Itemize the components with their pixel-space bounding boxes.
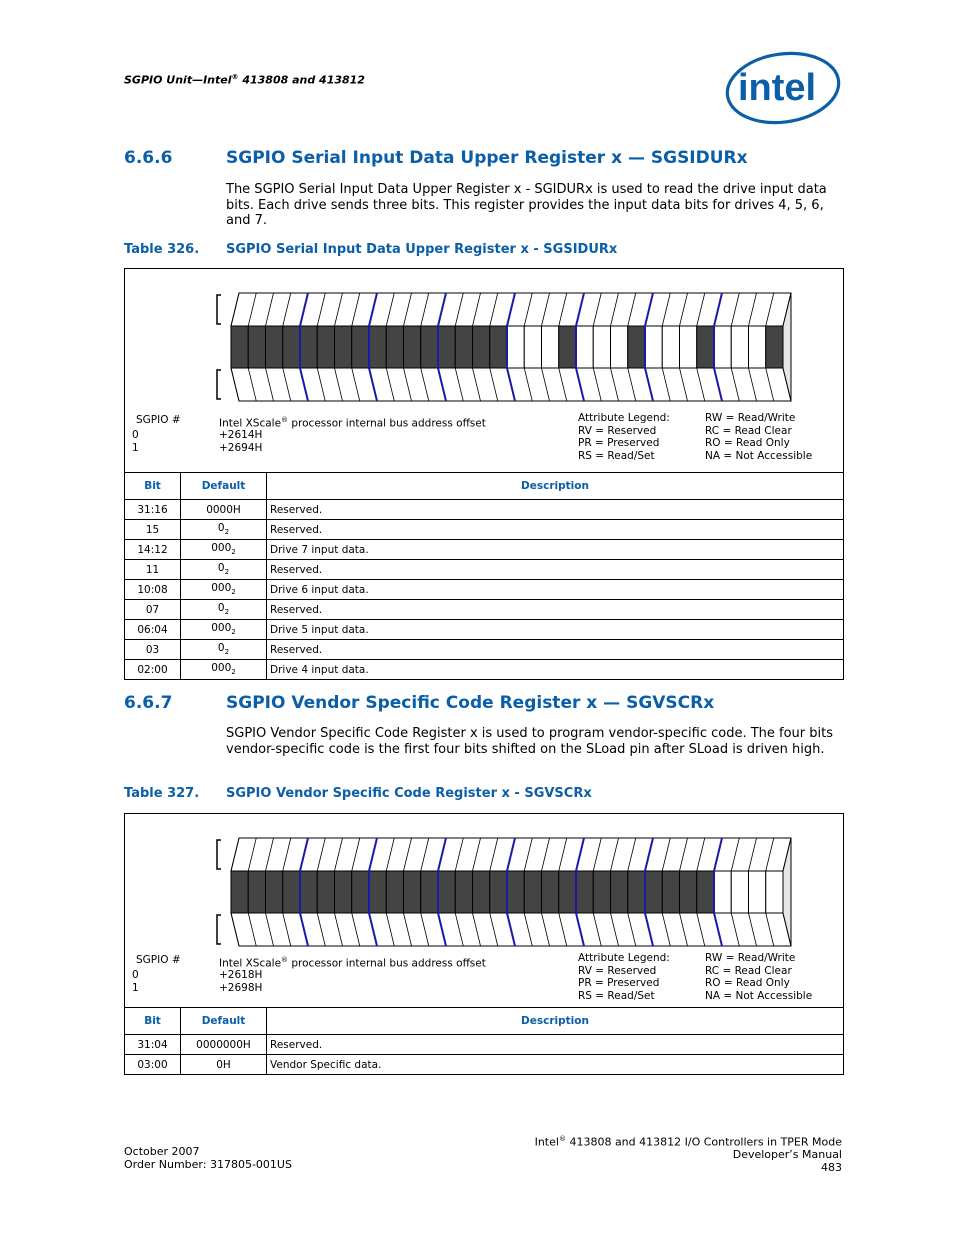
footer-date: October 2007 bbox=[124, 1145, 200, 1158]
field-description: Reserved. bbox=[267, 600, 844, 620]
bit-cell bbox=[697, 871, 714, 913]
default-value: $000_2$ bbox=[181, 540, 267, 560]
field-description: Drive 7 input data. bbox=[267, 540, 844, 560]
default-value: $000_2$ bbox=[181, 580, 267, 600]
table-header-row bbox=[125, 473, 844, 500]
bit-cell bbox=[680, 871, 697, 913]
table-row bbox=[125, 540, 844, 560]
attribute-legend-right: RW = Read/Write RC = Read Clear RO = Read Only NA = Not Accessible bbox=[705, 952, 813, 1002]
footer-order-number: Order Number: 317805-001US bbox=[124, 1157, 292, 1171]
bit-range: 03 bbox=[125, 640, 181, 660]
sgpio-index-1: 1 bbox=[132, 442, 139, 454]
bit-cell bbox=[645, 326, 662, 368]
default-value: $000_2$ bbox=[181, 660, 267, 680]
field-description: Reserved. bbox=[267, 520, 844, 540]
bit-range: 07 bbox=[125, 600, 181, 620]
attribute-legend-right: RW = Read/Write RC = Read Clear RO = Read Only NA = Not Accessible bbox=[705, 412, 813, 462]
bit-cell bbox=[317, 326, 334, 368]
section-heading-667: 6.6.7 SGPIO Vendor Specific Code Register x — SGVSCRx bbox=[124, 693, 715, 713]
bit-cell bbox=[455, 871, 472, 913]
offset-1: +2694H bbox=[219, 442, 263, 454]
footer-right bbox=[535, 1133, 842, 1174]
table-326-caption: Table 326. SGPIO Serial Input Data Upper Register x - SGSIDURx bbox=[124, 242, 618, 257]
default-value: $000_2$ bbox=[181, 620, 267, 640]
default-value: $0_2$ bbox=[181, 600, 267, 620]
footer-product: Intel® 413808 and 413812 I/O Controllers in TPER Mode bbox=[534, 1135, 842, 1149]
bus-offset-label: Intel XScale® processor internal bus address offset bbox=[219, 416, 486, 430]
field-description: Drive 5 input data. bbox=[267, 620, 844, 640]
bit-cell bbox=[421, 326, 438, 368]
bit-cell bbox=[611, 871, 628, 913]
col-description: Description bbox=[267, 1008, 844, 1035]
table-row bbox=[125, 500, 844, 520]
bit-cell bbox=[490, 871, 507, 913]
bit-cell bbox=[266, 871, 283, 913]
bit-cell bbox=[335, 326, 352, 368]
offset-0: +2618H bbox=[219, 969, 263, 981]
bit-cell bbox=[386, 326, 403, 368]
bus-offset-label: Intel XScale® processor internal bus address offset bbox=[219, 956, 486, 970]
offset-0: +2614H bbox=[219, 429, 263, 441]
table-row bbox=[125, 580, 844, 600]
bit-cell bbox=[352, 326, 369, 368]
bit-cell bbox=[542, 326, 559, 368]
section-heading-666: 6.6.6 SGPIO Serial Input Data Upper Register x — SGSIDURx bbox=[124, 148, 748, 168]
bit-cell bbox=[300, 326, 317, 368]
bit-cell bbox=[593, 326, 610, 368]
bit-cell bbox=[576, 871, 593, 913]
bit-cell bbox=[697, 326, 714, 368]
bit-cell bbox=[283, 326, 300, 368]
bit-cell bbox=[542, 871, 559, 913]
bit-cell bbox=[455, 326, 472, 368]
table-327-caption: Table 327. SGPIO Vendor Specific Code Register x - SGVSCRx bbox=[124, 786, 592, 801]
bit-cell bbox=[283, 871, 300, 913]
intel-logo bbox=[724, 50, 842, 126]
attribute-legend-left: Attribute Legend: RV = Reserved PR = Preserved RS = Read/Set bbox=[578, 952, 670, 1002]
field-description: Drive 6 input data. bbox=[267, 580, 844, 600]
bit-cell bbox=[231, 871, 248, 913]
sgpio-index-0: 0 bbox=[132, 429, 139, 441]
default-value: $0_2$ bbox=[181, 640, 267, 660]
bit-range: 02:00 bbox=[125, 660, 181, 680]
field-description: Reserved. bbox=[267, 560, 844, 580]
bit-cell bbox=[645, 871, 662, 913]
bit-cell bbox=[593, 871, 610, 913]
bit-cell bbox=[749, 871, 766, 913]
bit-cell bbox=[714, 326, 731, 368]
logo-wordmark: intel bbox=[738, 67, 817, 109]
bracket-top bbox=[217, 295, 221, 324]
bit-range: 31:16 bbox=[125, 500, 181, 520]
section-667-paragraph: SGPIO Vendor Specific Code Register x is used to program vendor-specific code. The four bits vendor-specific code is the first four bits shifted on the SLoad pin after SLoad is driven high. bbox=[226, 726, 834, 757]
bit-range: 14:12 bbox=[125, 540, 181, 560]
bracket-bottom bbox=[217, 915, 221, 944]
bit-cell bbox=[628, 326, 645, 368]
default-value: $0_2$ bbox=[181, 560, 267, 580]
attribute-legend-left: Attribute Legend: RV = Reserved PR = Preserved RS = Read/Set bbox=[578, 412, 670, 462]
bit-cell bbox=[524, 326, 541, 368]
table-row bbox=[125, 1055, 844, 1075]
table-row bbox=[125, 1035, 844, 1055]
bit-range: 31:04 bbox=[125, 1035, 181, 1055]
running-header: SGPIO Unit—Intel® 413808 and 413812 bbox=[124, 73, 365, 87]
footer-manual: Developer’s Manual bbox=[732, 1148, 842, 1162]
bit-range: 06:04 bbox=[125, 620, 181, 640]
offset-1: +2698H bbox=[219, 982, 263, 994]
sgpio-index-label: SGPIO # bbox=[136, 414, 181, 426]
bit-cell bbox=[559, 326, 576, 368]
table-row bbox=[125, 640, 844, 660]
bit-cell bbox=[473, 326, 490, 368]
col-bit: Bit bbox=[125, 473, 181, 500]
bracket-top bbox=[217, 840, 221, 869]
bit-cell bbox=[490, 326, 507, 368]
bit-cell bbox=[611, 326, 628, 368]
field-table-327 bbox=[124, 1007, 844, 1075]
table-row bbox=[125, 560, 844, 580]
bit-cell bbox=[421, 871, 438, 913]
bit-cell bbox=[680, 326, 697, 368]
field-table-326 bbox=[124, 472, 844, 680]
bit-cell bbox=[352, 871, 369, 913]
bit-cell bbox=[266, 326, 283, 368]
footer-left bbox=[124, 1146, 292, 1171]
register-diagram-327 bbox=[124, 813, 844, 1008]
bit-range: 15 bbox=[125, 520, 181, 540]
register-diagram-326 bbox=[124, 268, 844, 473]
bit-cell bbox=[524, 871, 541, 913]
field-description: Reserved. bbox=[267, 1035, 844, 1055]
bit-cell bbox=[662, 871, 679, 913]
bit-cell bbox=[628, 871, 645, 913]
field-description: Vendor Specific data. bbox=[267, 1055, 844, 1075]
bit-cell bbox=[662, 326, 679, 368]
col-default: Default bbox=[181, 1008, 267, 1035]
bit-cell bbox=[317, 871, 334, 913]
default-value: $0_2$ bbox=[181, 520, 267, 540]
bit-cell bbox=[559, 871, 576, 913]
bit-cell bbox=[576, 326, 593, 368]
default-value: 0000000H bbox=[181, 1035, 267, 1055]
bracket-bottom bbox=[217, 370, 221, 399]
default-value: 0000H bbox=[181, 500, 267, 520]
bit-cell bbox=[507, 871, 524, 913]
col-bit: Bit bbox=[125, 1008, 181, 1035]
bit-range: 10:08 bbox=[125, 580, 181, 600]
table-row bbox=[125, 600, 844, 620]
section-666-paragraph: The SGPIO Serial Input Data Upper Register x - SGIDURx is used to read the drive input data bits. Each drive sends three bits. This register provides the input data bits for drives 4, 5, 6, and 7. bbox=[226, 182, 827, 228]
col-default: Default bbox=[181, 473, 267, 500]
field-description: Reserved. bbox=[267, 640, 844, 660]
bit-cell bbox=[369, 326, 386, 368]
table-header-row bbox=[125, 1008, 844, 1035]
bit-cell bbox=[507, 326, 524, 368]
bit-cell bbox=[369, 871, 386, 913]
field-description: Reserved. bbox=[267, 500, 844, 520]
table-row bbox=[125, 660, 844, 680]
table-row bbox=[125, 520, 844, 540]
bit-range: 11 bbox=[125, 560, 181, 580]
default-value: 0H bbox=[181, 1055, 267, 1075]
table-row bbox=[125, 620, 844, 640]
bit-range: 03:00 bbox=[125, 1055, 181, 1075]
bit-cell bbox=[438, 871, 455, 913]
sgpio-index-label: SGPIO # bbox=[136, 954, 181, 966]
field-description: Drive 4 input data. bbox=[267, 660, 844, 680]
bit-cell bbox=[231, 326, 248, 368]
col-description: Description bbox=[267, 473, 844, 500]
bit-cell bbox=[248, 326, 265, 368]
bit-cell bbox=[438, 326, 455, 368]
bit-cell bbox=[404, 871, 421, 913]
bit-cell bbox=[386, 871, 403, 913]
bit-cell bbox=[300, 871, 317, 913]
bit-cell bbox=[731, 871, 748, 913]
sgpio-index-0: 0 bbox=[132, 969, 139, 981]
bit-cell bbox=[404, 326, 421, 368]
sgpio-index-1: 1 bbox=[132, 982, 139, 994]
bit-cell bbox=[749, 326, 766, 368]
bit-cell bbox=[766, 871, 783, 913]
bit-cell bbox=[248, 871, 265, 913]
bit-cell bbox=[714, 871, 731, 913]
bit-cell bbox=[473, 871, 490, 913]
bit-cell bbox=[731, 326, 748, 368]
footer-page-number: 483 bbox=[821, 1160, 842, 1174]
bit-cell bbox=[766, 326, 783, 368]
bit-cell bbox=[335, 871, 352, 913]
